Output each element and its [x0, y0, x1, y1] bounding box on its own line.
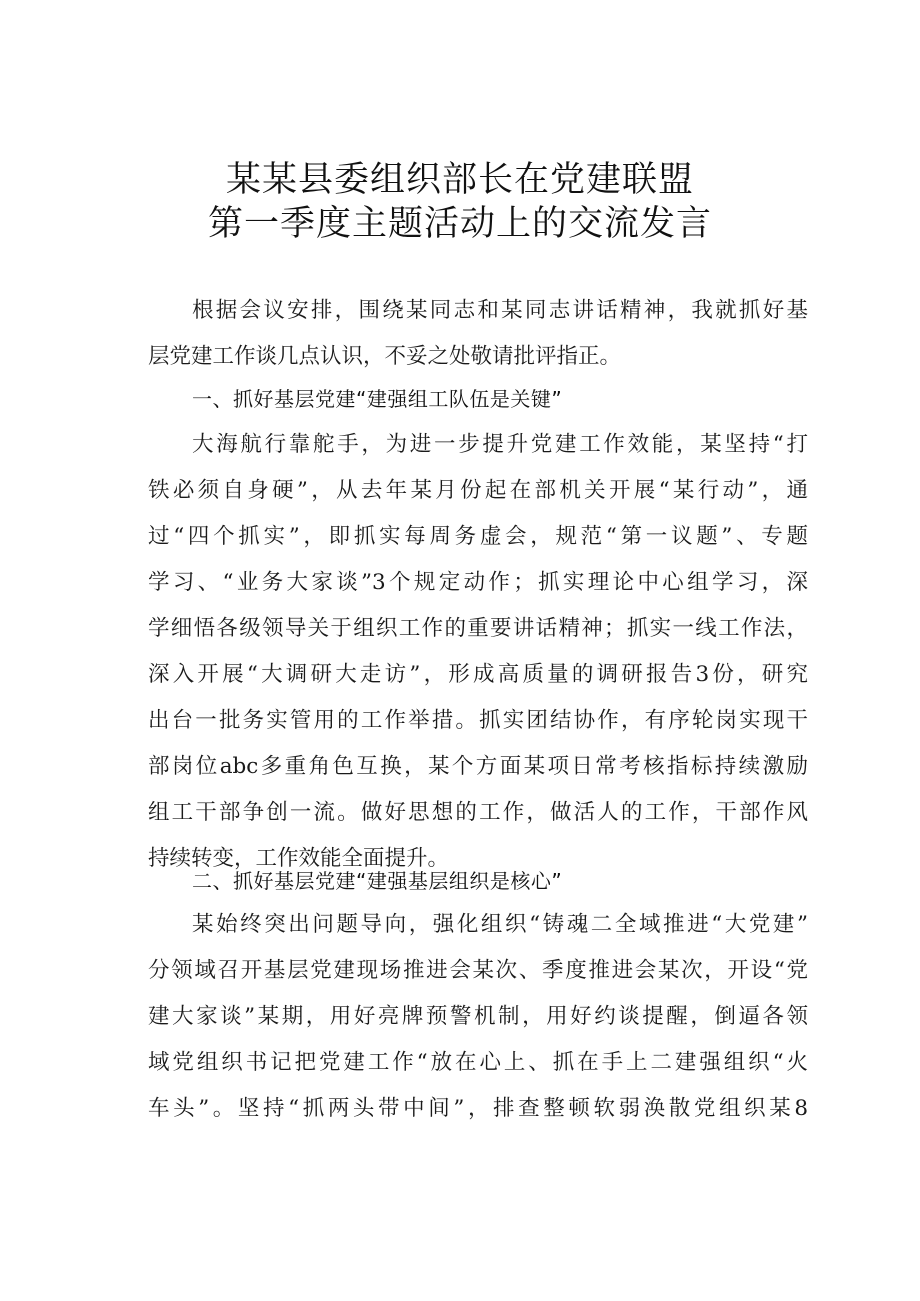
section-1-paragraph — [148, 422, 808, 882]
paragraph-line: 出台一批务实管用的工作举措。抓实团结协作，有序轮岗实现干 — [148, 708, 808, 733]
section-heading-2: 二、抓好基层党建“建强基层组织是核心” — [192, 869, 563, 893]
paragraph-line: 建大家谈”某期，用好亮牌预警机制，用好约谈提醒，倒逼各领 — [148, 1004, 808, 1029]
document-title-line-2: 第一季度主题活动上的交流发言 — [207, 204, 712, 244]
paragraph-line: 根据会议安排，围绕某同志和某同志讲话精神，我就抓好基 — [192, 298, 808, 323]
section-heading-1: 一、抓好基层党建“建强组工队伍是关键” — [192, 387, 563, 411]
paragraph-line: 组工干部争创一流。做好思想的工作，做活人的工作，干部作风 — [148, 800, 808, 825]
section-2-paragraph — [148, 902, 808, 1132]
paragraph-line: 某始终突出问题导向，强化组织“铸魂二全域推进“大党建” — [192, 912, 808, 937]
paragraph-line: 过“四个抓实”，即抓实每周务虚会，规范“第一议题”、专题 — [148, 524, 808, 549]
paragraph-line: 铁必须自身硬”，从去年某月份起在部机关开展“某行动”，通 — [148, 478, 808, 503]
paragraph-line: 深入开展“大调研大走访”，形成高质量的调研报告3份，研究 — [148, 662, 808, 687]
document-title-line-1: 某某县委组织部长在党建联盟 — [225, 160, 694, 200]
paragraph-line: 学细悟各级领导关于组织工作的重要讲话精神；抓实一线工作法， — [148, 616, 808, 641]
paragraph-line: 分领域召开基层党建现场推进会某次、季度推进会某次，开设“党 — [148, 958, 808, 983]
paragraph-line: 持续转变，工作效能全面提升。 — [148, 846, 450, 871]
paragraph-line: 大海航行靠舵手，为进一步提升党建工作效能，某坚持“打 — [192, 432, 808, 457]
intro-paragraph — [148, 288, 808, 380]
paragraph-line: 域党组织书记把党建工作“放在心上、抓在手上二建强组织“火 — [148, 1050, 808, 1075]
paragraph-line: 学习、“业务大家谈”3个规定动作；抓实理论中心组学习，深 — [148, 570, 808, 595]
paragraph-line: 层党建工作谈几点认识，不妥之处敬请批评指正。 — [148, 344, 622, 369]
paragraph-line: 部岗位abc多重角色互换，某个方面某项日常考核指标持续激励 — [148, 754, 808, 779]
paragraph-line: 车头”。坚持“抓两头带中间”，排查整顿软弱涣散党组织某8 — [148, 1096, 808, 1121]
